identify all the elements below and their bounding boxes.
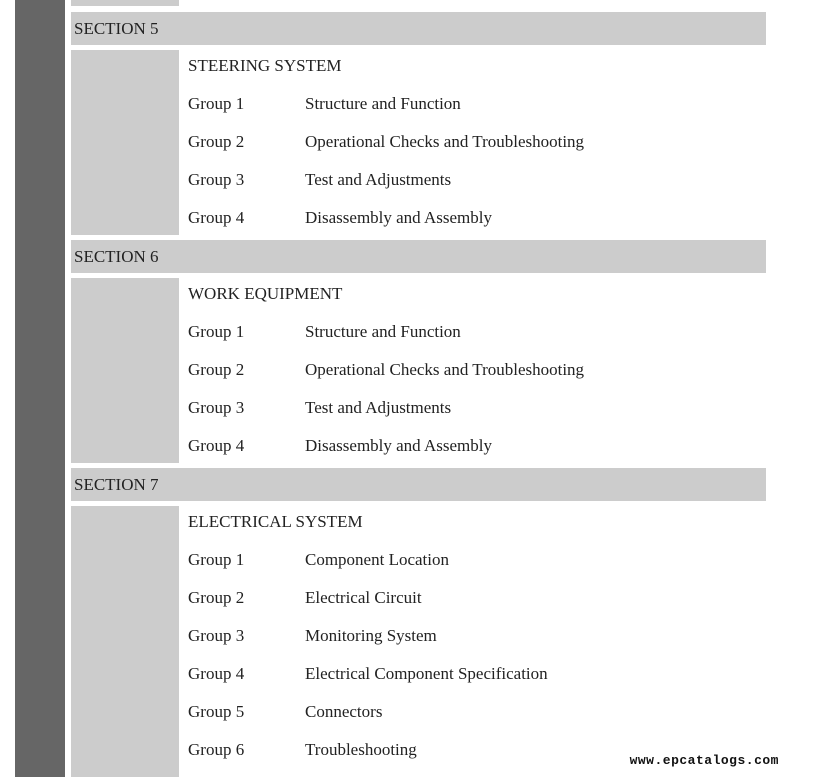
section-5-body: [71, 50, 766, 235]
left-sidebar-bar: [15, 0, 65, 777]
section-header-label: SECTION 6: [74, 247, 159, 266]
previous-section-gutter: [71, 0, 179, 6]
group-description: Structure and Function: [305, 94, 461, 113]
group-label: Group 1: [188, 322, 245, 341]
section-5-header: [71, 12, 766, 45]
section-6-body: [71, 278, 766, 463]
group-label: Group 4: [188, 436, 245, 455]
group-label: Group 6: [188, 740, 245, 759]
group-description: Component Location: [305, 550, 450, 569]
group-label: Group 2: [188, 360, 245, 379]
group-description: Electrical Component Specification: [305, 664, 548, 683]
group-label: Group 4: [188, 208, 245, 227]
group-description: Operational Checks and Troubleshooting: [305, 132, 585, 151]
section-7-body: [71, 506, 766, 777]
group-label: Group 2: [188, 132, 245, 151]
group-label: Group 2: [188, 588, 245, 607]
group-label: Group 4: [188, 664, 245, 683]
group-description: Disassembly and Assembly: [305, 436, 492, 455]
group-description: Operational Checks and Troubleshooting: [305, 360, 585, 379]
group-label: Group 5: [188, 702, 245, 721]
group-description: Connectors: [305, 702, 383, 721]
group-description: Structure and Function: [305, 322, 461, 341]
section-title: STEERING SYSTEM: [188, 56, 342, 75]
group-label: Group 1: [188, 94, 245, 113]
section-title: WORK EQUIPMENT: [188, 284, 343, 303]
group-label: Group 3: [188, 626, 245, 645]
group-description: Monitoring System: [305, 626, 437, 645]
section-header-label: SECTION 5: [74, 19, 159, 38]
group-description: Test and Adjustments: [305, 398, 452, 417]
section-gutter: [71, 506, 179, 777]
group-label: Group 1: [188, 550, 245, 569]
group-description: Test and Adjustments: [305, 170, 452, 189]
section-gutter: [71, 50, 179, 235]
group-description: Troubleshooting: [305, 740, 417, 759]
section-7-header: [71, 468, 766, 501]
section-header-label: SECTION 7: [74, 475, 159, 494]
section-title: ELECTRICAL SYSTEM: [188, 512, 363, 531]
group-label: Group 3: [188, 398, 245, 417]
group-description: Disassembly and Assembly: [305, 208, 492, 227]
section-6-header: [71, 240, 766, 273]
watermark-text: www.epcatalogs.com: [629, 753, 779, 768]
group-label: Group 3: [188, 170, 245, 189]
group-description: Electrical Circuit: [305, 588, 422, 607]
section-gutter: [71, 278, 179, 463]
